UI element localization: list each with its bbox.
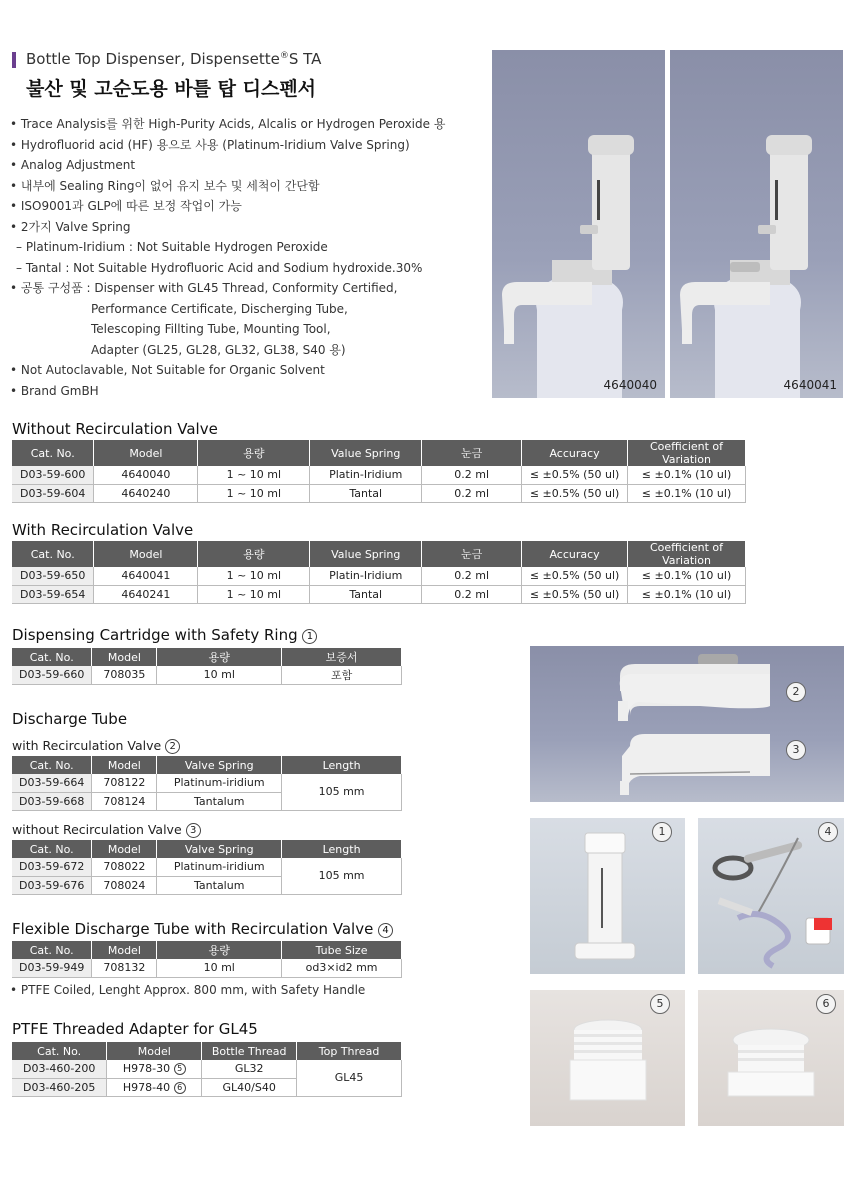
cell-length: 105 mm	[282, 858, 402, 894]
cell: GL32	[202, 1060, 297, 1078]
col-header: Length	[282, 840, 402, 858]
col-header: Tube Size	[282, 941, 402, 959]
section-title-discharge: Discharge Tube	[12, 710, 128, 728]
table-header-row	[12, 840, 402, 858]
table-row	[12, 484, 746, 502]
table-header-row	[12, 648, 402, 666]
subsection-with-recirc: with Recirculation Valve 2	[12, 738, 180, 754]
callout-number: 1	[302, 629, 317, 644]
product-code-left: 4640040	[603, 378, 657, 392]
table-row	[12, 959, 402, 977]
col-header: Cat. No.	[12, 440, 94, 466]
section-title-with-recirc: With Recirculation Valve	[12, 521, 194, 539]
cell: D03-59-672	[12, 858, 92, 876]
cell: D03-59-660	[12, 666, 92, 684]
feature-item: • 2가지 Valve Spring	[10, 219, 131, 234]
subsection-without-recirc: without Recirculation Valve 3	[12, 822, 201, 838]
flexible-tube-photo	[698, 818, 844, 974]
callout-badge: 4	[818, 822, 838, 842]
feature-list	[10, 114, 480, 401]
cell: ≤ ±0.5% (50 ul)	[522, 567, 628, 585]
feature-item: • Analog Adjustment	[10, 158, 136, 172]
col-header: Length	[282, 756, 402, 774]
col-header: 보증서	[282, 648, 402, 666]
discharge-tube-illustration	[530, 646, 844, 802]
col-header: Bottle Thread	[202, 1042, 297, 1060]
col-header: Cat. No.	[12, 941, 92, 959]
col-header: Cat. No.	[12, 648, 92, 666]
cell: 10 ml	[157, 666, 282, 684]
cell: D03-59-604	[12, 484, 94, 502]
callout-number: 3	[186, 823, 201, 838]
cell: 708035	[92, 666, 157, 684]
page-title-ko: 불산 및 고순도용 바틀 탑 디스펜서	[26, 78, 317, 100]
section-title-without-recirc: Without Recirculation Valve	[12, 420, 218, 438]
cell: ≤ ±0.5% (50 ul)	[522, 466, 628, 484]
col-header: 용량	[157, 941, 282, 959]
table-row	[12, 585, 746, 603]
dispenser-illustration	[670, 50, 843, 398]
table-row	[12, 666, 402, 684]
table-row	[12, 567, 746, 585]
product-photo-left	[492, 50, 665, 398]
cell: 0.2 ml	[422, 484, 522, 502]
cell: D03-59-668	[12, 792, 92, 810]
col-header: Coefficient of Variation	[628, 440, 746, 466]
dispenser-illustration	[492, 50, 665, 398]
table-row	[12, 1060, 402, 1078]
col-header: Value Spring	[310, 440, 422, 466]
col-header: Accuracy	[522, 440, 628, 466]
col-header: 용량	[157, 648, 282, 666]
with-recirc-table	[12, 541, 746, 604]
col-header: Model	[94, 541, 198, 567]
flexible-note: • PTFE Coiled, Lenght Approx. 800 mm, with Safety Handle	[10, 983, 366, 997]
cell: 1 ~ 10 ml	[198, 567, 310, 585]
title-accent-bar	[12, 52, 16, 68]
section-title-flexible: Flexible Discharge Tube with Recirculation Valve 4	[12, 920, 393, 938]
cell: H978-30 5	[107, 1060, 202, 1078]
cell: ≤ ±0.1% (10 ul)	[628, 484, 746, 502]
cell: 0.2 ml	[422, 567, 522, 585]
section-title-cartridge: Dispensing Cartridge with Safety Ring 1	[12, 626, 317, 644]
cell: D03-59-949	[12, 959, 92, 977]
cell: 708132	[92, 959, 157, 977]
feature-item: • Not Autoclavable, Not Suitable for Organic Solvent	[10, 363, 325, 377]
table-row	[12, 858, 402, 876]
cell: ≤ ±0.1% (10 ul)	[628, 585, 746, 603]
adapter-table	[12, 1042, 402, 1097]
cell: Tantalum	[157, 792, 282, 810]
table-header-row	[12, 756, 402, 774]
section-title-adapter: PTFE Threaded Adapter for GL45	[12, 1020, 258, 1038]
cell: D03-59-654	[12, 585, 94, 603]
cell-top-thread: GL45	[297, 1060, 402, 1096]
cell: Platinum-iridium	[157, 858, 282, 876]
col-header: Valve Spring	[157, 756, 282, 774]
cell: 4640041	[94, 567, 198, 585]
cell: 1 ~ 10 ml	[198, 585, 310, 603]
cell: D03-460-200	[12, 1060, 107, 1078]
cell: 708024	[92, 876, 157, 894]
cell: Tantalum	[157, 876, 282, 894]
callout-badge: 1	[652, 822, 672, 842]
callout-number: 4	[378, 923, 393, 938]
cell: 4640240	[94, 484, 198, 502]
cell: ≤ ±0.5% (50 ul)	[522, 585, 628, 603]
feature-continued: Performance Certificate, Discherging Tube,	[91, 301, 348, 316]
cell-length: 105 mm	[282, 774, 402, 810]
feature-item: • Trace Analysis를 위한 High-Purity Acids, Alcalis or Hydrogen Peroxide 용	[10, 117, 446, 131]
table-header-row	[12, 941, 402, 959]
cell: H978-40 6	[107, 1078, 202, 1096]
callout-number: 2	[165, 739, 180, 754]
cell: D03-59-600	[12, 466, 94, 484]
callout-badge: 5	[650, 994, 670, 1014]
cell: Platin-Iridium	[310, 466, 422, 484]
col-header: Cat. No.	[12, 756, 92, 774]
cell: D03-59-664	[12, 774, 92, 792]
col-header: 용량	[198, 440, 310, 466]
col-header: Model	[107, 1042, 202, 1060]
feature-item: • ISO9001과 GLP에 따른 보정 작업이 가능	[10, 199, 242, 213]
table-row	[12, 466, 746, 484]
col-header: Model	[92, 840, 157, 858]
product-code-right: 4640041	[783, 378, 837, 392]
col-header: Value Spring	[310, 541, 422, 567]
cartridge-table	[12, 648, 402, 685]
callout-number: 6	[174, 1082, 186, 1094]
discharge-tube-photo	[530, 646, 844, 802]
cell: 4640241	[94, 585, 198, 603]
col-header: Model	[92, 648, 157, 666]
cell: Tantal	[310, 585, 422, 603]
cell: 708124	[92, 792, 157, 810]
col-header: Cat. No.	[12, 840, 92, 858]
cell: 0.2 ml	[422, 466, 522, 484]
col-header: 용량	[198, 541, 310, 567]
cell: 0.2 ml	[422, 585, 522, 603]
table-header-row	[12, 541, 746, 567]
col-header: Valve Spring	[157, 840, 282, 858]
col-header: Accuracy	[522, 541, 628, 567]
cell: 10 ml	[157, 959, 282, 977]
col-header: Cat. No.	[12, 541, 94, 567]
cell: GL40/S40	[202, 1078, 297, 1096]
product-photo-right	[670, 50, 843, 398]
feature-subitem: – Platinum-Iridium : Not Suitable Hydrogen Peroxide	[16, 240, 328, 254]
col-header: 눈금	[422, 440, 522, 466]
callout-number: 5	[174, 1063, 186, 1075]
cell: 1 ~ 10 ml	[198, 484, 310, 502]
discharge-with-table	[12, 756, 402, 811]
cell: 1 ~ 10 ml	[198, 466, 310, 484]
cartridge-photo	[530, 818, 685, 974]
cell: 708122	[92, 774, 157, 792]
feature-item: • Brand GmBH	[10, 383, 99, 398]
feature-item: • Hydrofluorid acid (HF) 용으로 사용 (Platinum-Iridium Valve Spring)	[10, 137, 410, 152]
feature-subitem: – Tantal : Not Suitable Hydrofluoric Acid and Sodium hydroxide.30%	[16, 260, 423, 275]
cell: 4640040	[94, 466, 198, 484]
table-header-row	[12, 1042, 402, 1060]
flexible-tube-illustration	[698, 818, 844, 974]
callout-badge: 3	[786, 740, 806, 760]
col-header: Model	[92, 756, 157, 774]
cell: D03-59-650	[12, 567, 94, 585]
col-header: Cat. No.	[12, 1042, 107, 1060]
cell: 708022	[92, 858, 157, 876]
adapter-gl32-photo	[530, 990, 685, 1126]
col-header: Top Thread	[297, 1042, 402, 1060]
discharge-without-table	[12, 840, 402, 895]
col-header: Coefficient of Variation	[628, 541, 746, 567]
table-header-row	[12, 440, 746, 466]
cell: Tantal	[310, 484, 422, 502]
cell: 포함	[282, 666, 402, 684]
feature-continued: Telescoping Fillting Tube, Mounting Tool,	[91, 322, 331, 336]
cell: ≤ ±0.1% (10 ul)	[628, 466, 746, 484]
cell: Platin-Iridium	[310, 567, 422, 585]
cell: D03-59-676	[12, 876, 92, 894]
cell: od3×id2 mm	[282, 959, 402, 977]
cell: ≤ ±0.5% (50 ul)	[522, 484, 628, 502]
feature-continued: Adapter (GL25, GL28, GL32, GL38, S40 용)	[91, 342, 346, 357]
col-header: Model	[94, 440, 198, 466]
col-header: 눈금	[422, 541, 522, 567]
feature-item: • 내부에 Sealing Ring이 없어 유지 보수 및 세척이 간단함	[10, 178, 320, 193]
cell: ≤ ±0.1% (10 ul)	[628, 567, 746, 585]
cell: Platinum-iridium	[157, 774, 282, 792]
adapter-gl40-photo	[698, 990, 844, 1126]
flexible-table	[12, 941, 402, 978]
callout-badge: 2	[786, 682, 806, 702]
cell: D03-460-205	[12, 1078, 107, 1096]
col-header: Model	[92, 941, 157, 959]
without-recirc-table	[12, 440, 746, 503]
table-row	[12, 774, 402, 792]
callout-badge: 6	[816, 994, 836, 1014]
feature-item: • 공통 구성품 : Dispenser with GL45 Thread, Conformity Certified,	[10, 281, 398, 295]
page-title-en: Bottle Top Dispenser, Dispensette®S TA	[26, 50, 322, 68]
